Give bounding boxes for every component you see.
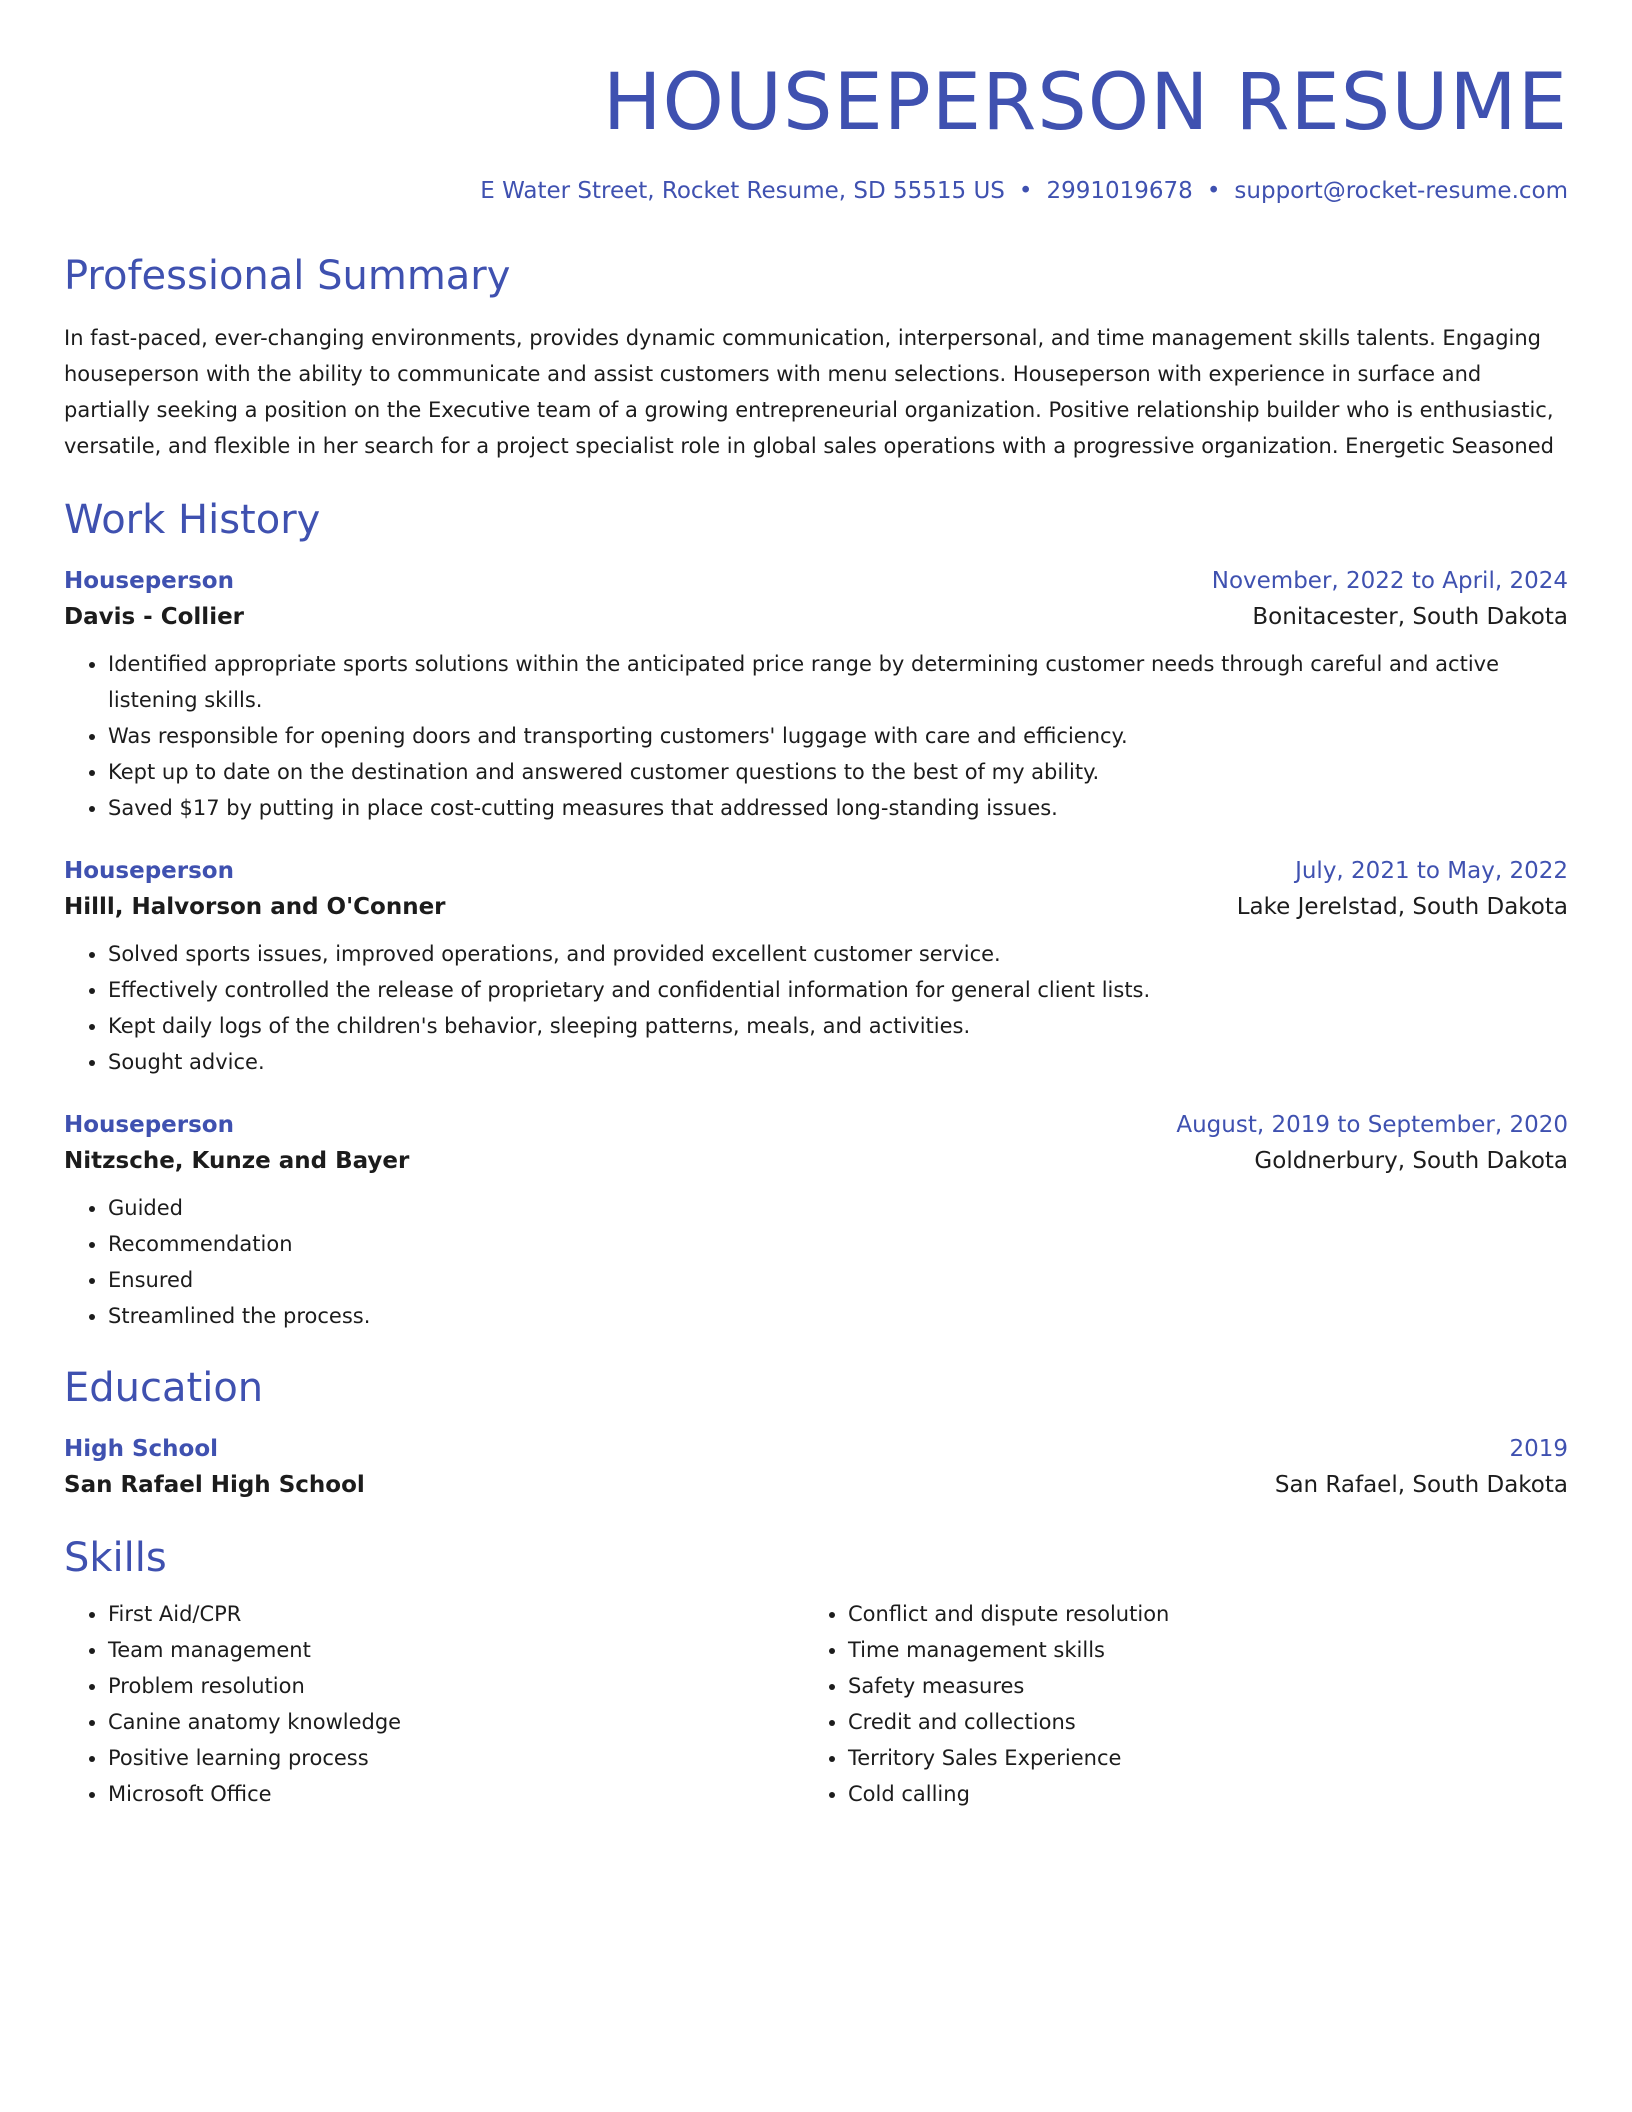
skill-item: • Positive learning process — [108, 1740, 804, 1776]
contact-separator: • — [1018, 178, 1033, 204]
list-item: • Sought advice. — [108, 1044, 1568, 1080]
contact-separator: • — [1206, 178, 1221, 204]
section-title-summary: Professional Summary — [64, 253, 511, 299]
list-item: • Solved sports issues, improved operations, and provided excellent customer service. — [108, 936, 1568, 972]
contact-address: E Water Street, Rocket Resume, SD 55515 US — [480, 178, 1005, 204]
list-item: • Kept up to date on the destination and answered customer questions to the best of my ability. — [108, 754, 1568, 790]
list-item: • Kept daily logs of the children's behavior, sleeping patterns, meals, and activities. — [108, 1008, 1568, 1044]
skills-list — [64, 1596, 804, 1812]
skills-column-right — [804, 1596, 1544, 1812]
job-location: Lake Jerelstad, South Dakota — [1236, 894, 1568, 920]
job-entry — [64, 568, 1568, 826]
list-item: • Was responsible for opening doors and transporting customers' luggage with care and efficiency. — [108, 718, 1568, 754]
skills-column-left — [64, 1596, 804, 1812]
contact-line — [64, 178, 1568, 204]
job-location: Bonitacester, South Dakota — [1252, 604, 1568, 630]
section-title-work-history: Work History — [64, 497, 321, 543]
job-title: Houseperson — [64, 858, 234, 884]
skill-item: • Time management skills — [848, 1632, 1544, 1668]
skill-item: • Team management — [108, 1632, 804, 1668]
list-item: • Recommendation — [108, 1226, 1568, 1262]
skill-item: • Microsoft Office — [108, 1776, 804, 1812]
job-dates: July, 2021 to May, 2022 — [1295, 858, 1568, 884]
summary-text: In fast-paced, ever-changing environments, provides dynamic communication, interpersonal, and time management skills talents. Engaging houseperson with the ability to communicate and assist customers with menu selections. Houseperson with experience in surface and partially seeking a position on the Executive team of a growing entrepreneurial organization. Positive relationship builder who is enthusiastic, versatile, and flexible in her search for a project specialist role in global sales operations with a progressive organization. Energetic Seasoned — [64, 326, 1554, 458]
skill-item: • Conflict and dispute resolution — [848, 1596, 1544, 1632]
contact-email[interactable]: support@rocket-resume.com — [1234, 178, 1568, 204]
education-location: San Rafael, South Dakota — [1274, 1472, 1568, 1498]
job-entry — [64, 1112, 1568, 1334]
section-title-education: Education — [64, 1365, 264, 1411]
job-title: Houseperson — [64, 1112, 234, 1138]
job-dates: November, 2022 to April, 2024 — [1211, 568, 1568, 594]
job-dates: August, 2019 to September, 2020 — [1176, 1112, 1568, 1138]
job-employer: Nitzsche, Kunze and Bayer — [64, 1148, 410, 1174]
job-employer: Hilll, Halvorson and O'Conner — [64, 894, 446, 920]
job-bullets — [64, 1190, 1568, 1334]
list-item: • Effectively controlled the release of proprietary and confidential information for general client lists. — [108, 972, 1568, 1008]
contact-phone: 2991019678 — [1046, 178, 1193, 204]
job-employer: Davis - Collier — [64, 604, 245, 630]
list-item: • Saved $17 by putting in place cost-cutting measures that addressed long-standing issues. — [108, 790, 1568, 826]
list-item: • Ensured — [108, 1262, 1568, 1298]
skill-item: • Safety measures — [848, 1668, 1544, 1704]
education-school: San Rafael High School — [64, 1472, 365, 1498]
skills-list — [804, 1596, 1544, 1812]
education-degree: High School — [64, 1436, 219, 1462]
list-item: • Identified appropriate sports solutions within the anticipated price range by determining customer needs through careful and active listening skills. — [108, 646, 1568, 718]
skill-item: • Credit and collections — [848, 1704, 1544, 1740]
skill-item: • Problem resolution — [108, 1668, 804, 1704]
list-item: • Streamlined the process. — [108, 1298, 1568, 1334]
resume-name: HOUSEPERSON RESUME — [602, 58, 1568, 148]
education-entry — [64, 1436, 1568, 1498]
list-item: • Guided — [108, 1190, 1568, 1226]
skill-item: • Cold calling — [848, 1776, 1544, 1812]
skills-grid — [64, 1596, 1568, 1812]
job-entry — [64, 858, 1568, 1080]
education-year: 2019 — [1509, 1436, 1568, 1462]
job-bullets — [64, 646, 1568, 826]
job-bullets — [64, 936, 1568, 1080]
job-location: Goldnerbury, South Dakota — [1254, 1148, 1568, 1174]
skill-item: • Territory Sales Experience — [848, 1740, 1544, 1776]
skill-item: • Canine anatomy knowledge — [108, 1704, 804, 1740]
section-title-skills: Skills — [64, 1535, 167, 1581]
skill-item: • First Aid/CPR — [108, 1596, 804, 1632]
job-title: Houseperson — [64, 568, 234, 594]
